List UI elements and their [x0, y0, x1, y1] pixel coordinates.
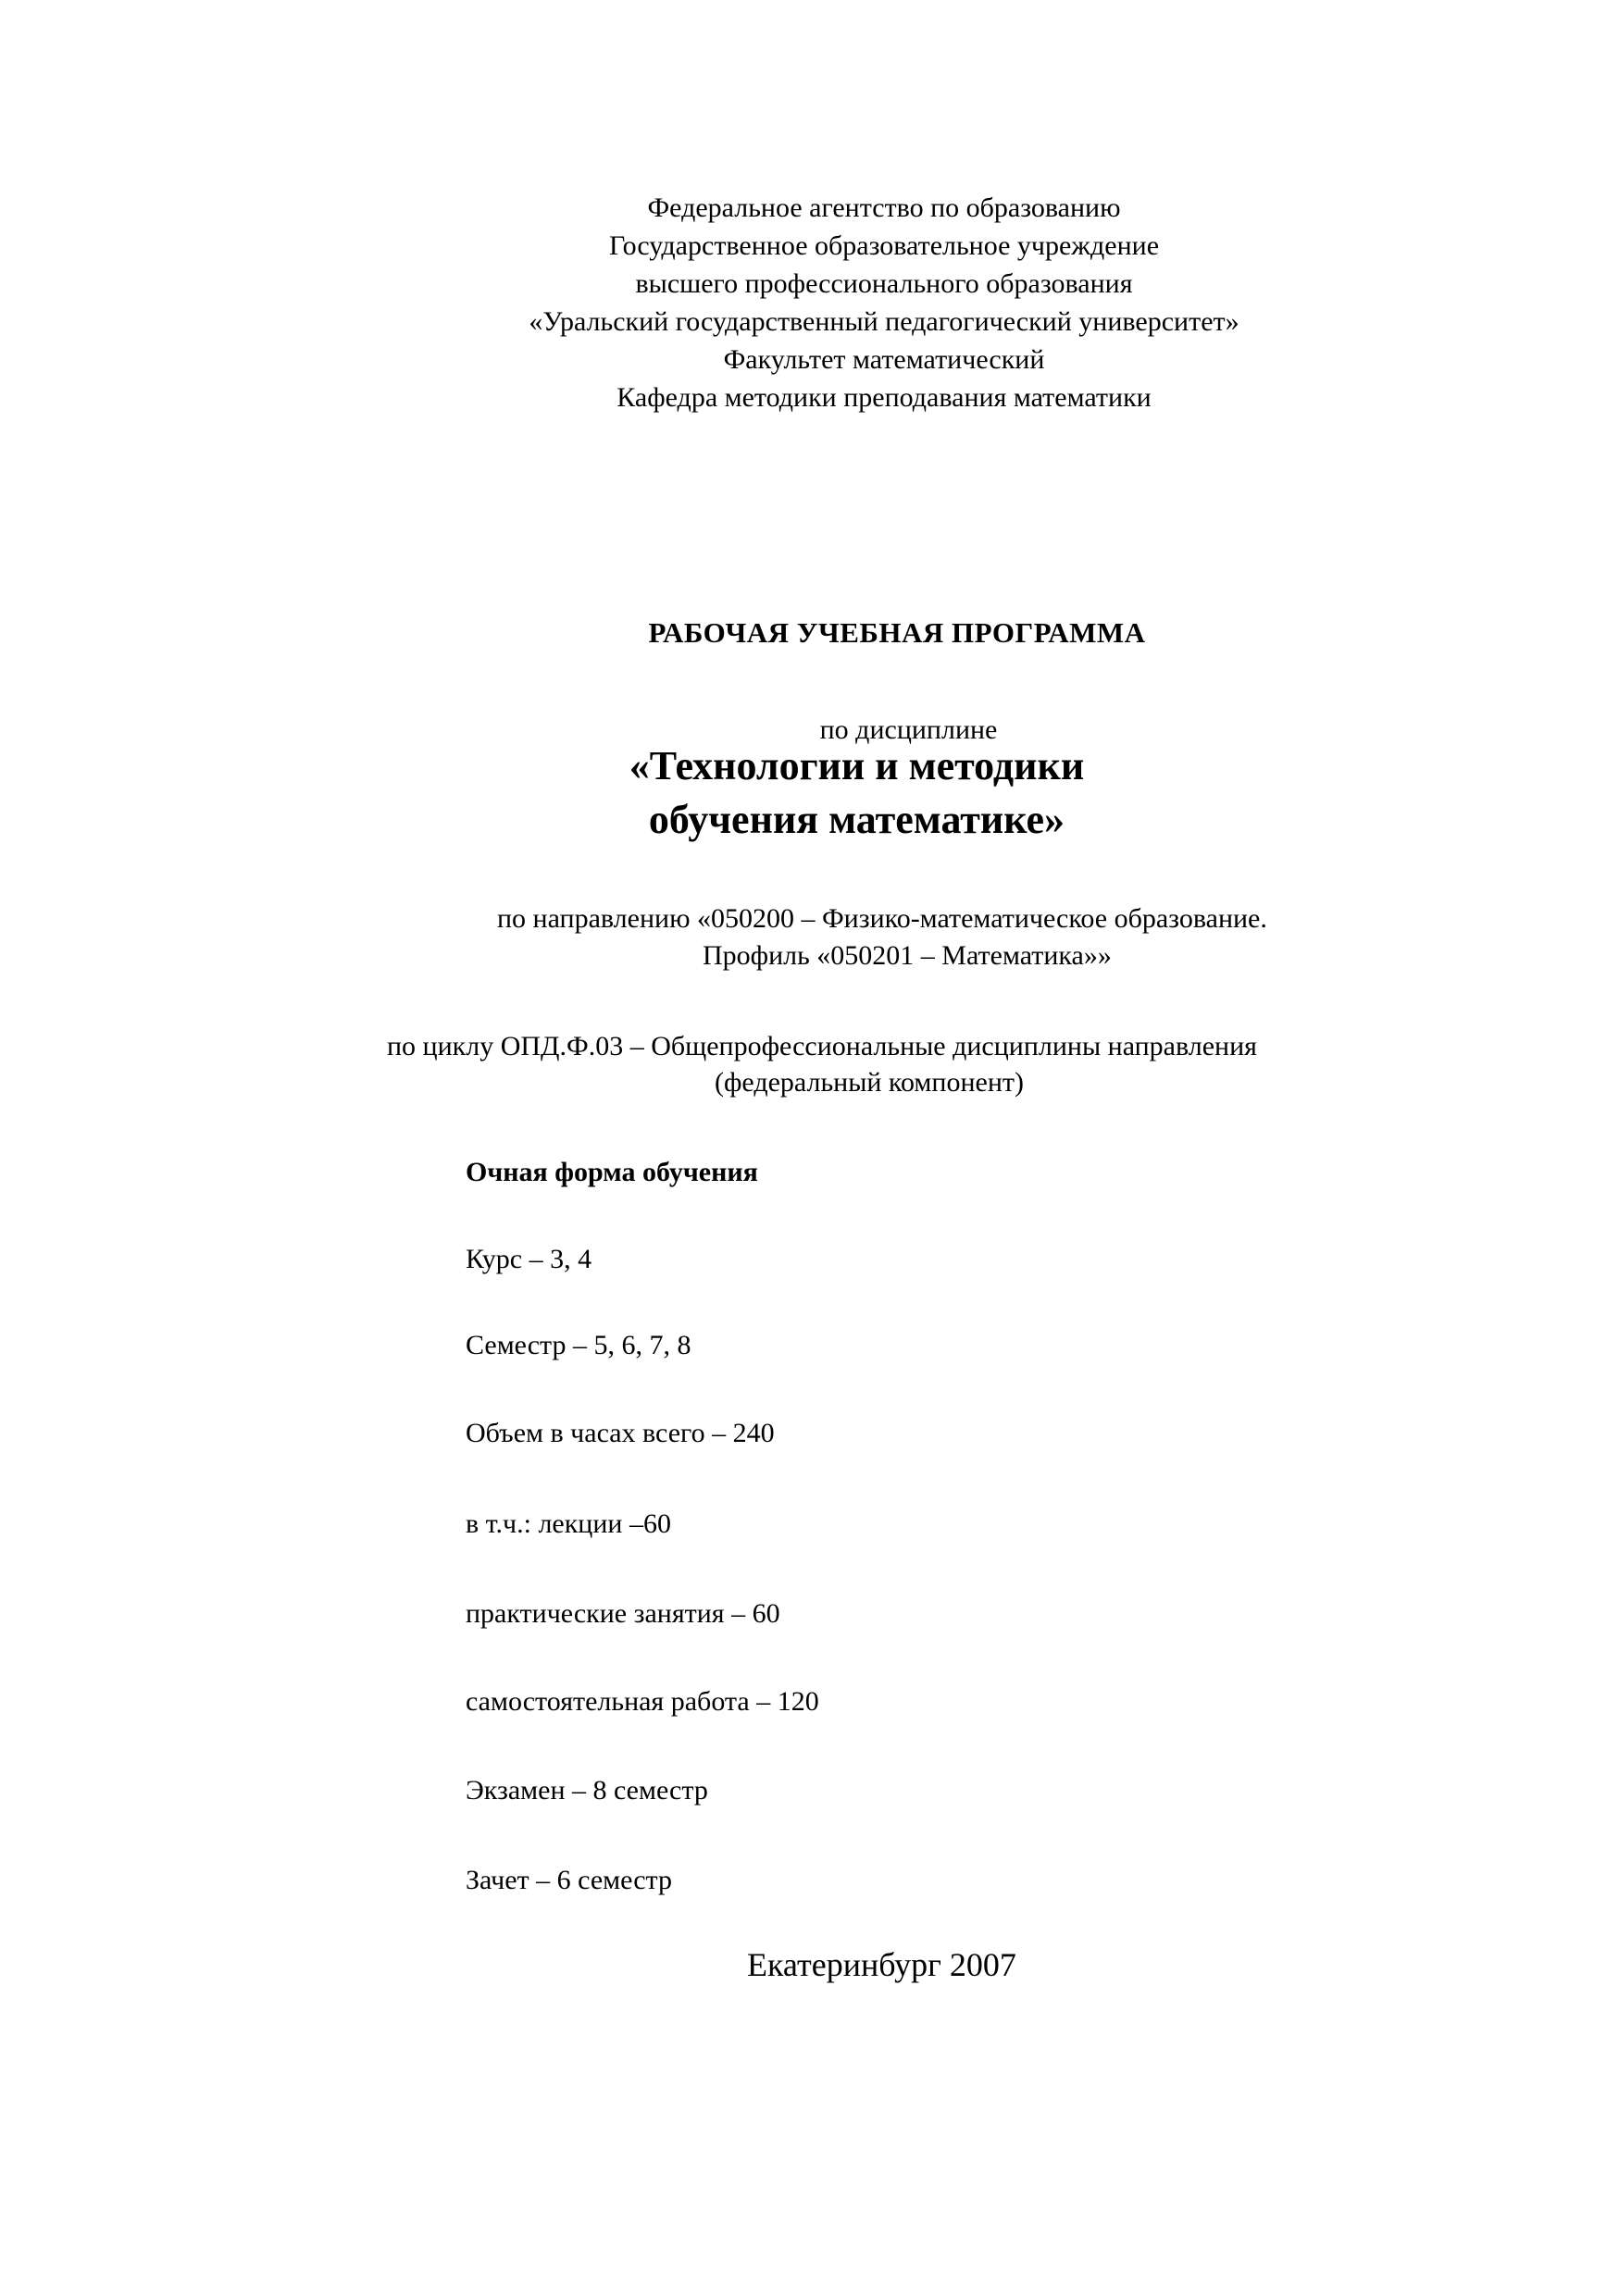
credit-info: Зачет – 6 семестр [466, 1865, 672, 1895]
total-hours: Объем в часах всего – 240 [466, 1418, 775, 1448]
city-year: Екатеринбург 2007 [747, 1946, 1016, 1983]
direction-line2: Профиль «050201 – Математика»» [703, 940, 1112, 971]
cycle-line2: (федеральный компонент) [715, 1067, 1024, 1098]
education-level: высшего профессионального образования [635, 268, 1133, 299]
cycle-line1: по циклу ОПД.Ф.03 – Общепрофессиональные дисциплины направления [387, 1031, 1257, 1061]
department-name: Кафедра методики преподавания математики [616, 382, 1152, 413]
exam-info: Экзамен – 8 семестр [466, 1775, 708, 1806]
study-form: Очная форма обучения [466, 1157, 758, 1187]
discipline-name-line1: «Технологии и методики [629, 743, 1085, 788]
faculty-name: Факультет математический [723, 344, 1045, 375]
semester-info: Семестр – 5, 6, 7, 8 [466, 1330, 691, 1360]
agency-name: Федеральное агентство по образованию [647, 192, 1121, 223]
course-info: Курс – 3, 4 [466, 1244, 592, 1274]
university-name: «Уральский государственный педагогический университет» [529, 306, 1239, 337]
practice-hours: практические занятия – 60 [466, 1598, 780, 1629]
self-study-hours: самостоятельная работа – 120 [466, 1686, 819, 1717]
discipline-intro: по дисциплине [819, 714, 998, 745]
document-title: РАБОЧАЯ УЧЕБНАЯ ПРОГРАММА [648, 616, 1146, 649]
institution-type: Государственное образовательное учреждение [608, 230, 1160, 261]
discipline-name-line2: обучения математике» [648, 797, 1065, 842]
direction-line1: по направлению «050200 – Физико-математическое образование. [497, 903, 1267, 934]
lectures-hours: в т.ч.: лекции –60 [466, 1508, 671, 1539]
